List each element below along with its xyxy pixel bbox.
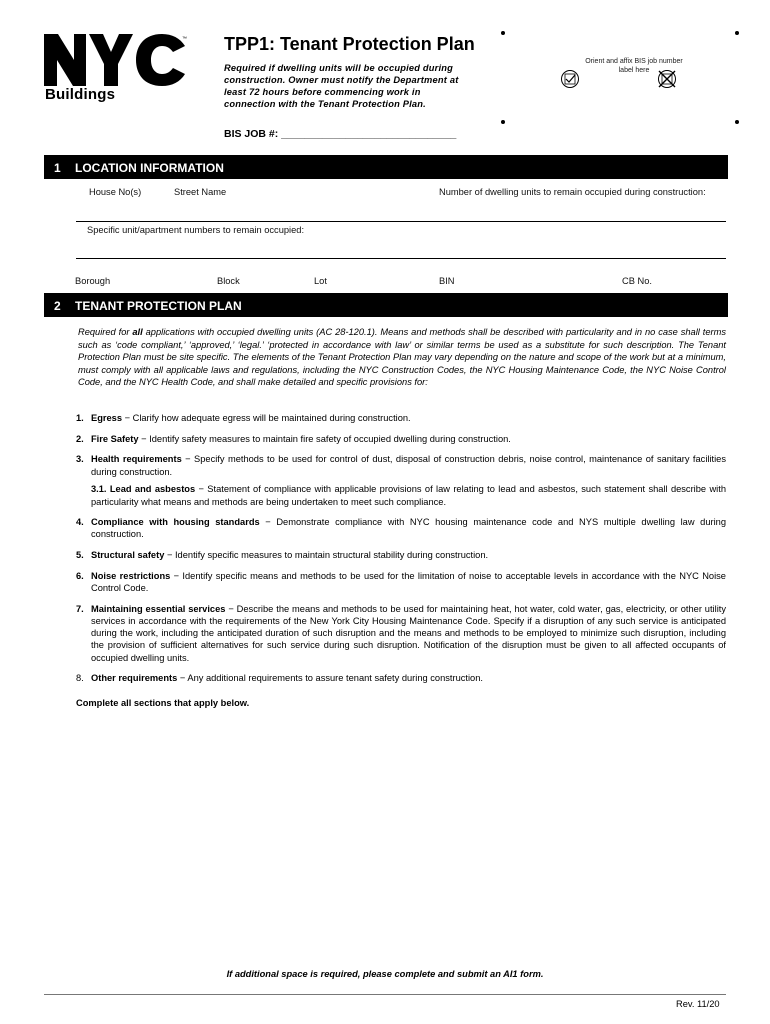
cb-label: CB No.: [622, 276, 652, 286]
list-item: 3. Health requirements − Specify methods to be used for control of dust, disposal of construction debris, noise control, maintenance of sanitary facilities during construction.: [76, 454, 726, 477]
check-icon: [560, 69, 580, 89]
list-item: 2. Fire Safety − Identify safety measures to maintain fire safety of occupied dwelling during construction.: [76, 433, 511, 444]
list-item: 4. Compliance with housing standards − Demonstrate compliance with NYC housing maintenance code and NYS multiple dwelling law during construction.: [76, 517, 726, 540]
list-item: 8. Other requirements − Any additional requirements to assure tenant safety during construction.: [76, 673, 483, 684]
street-name-label: Street Name: [174, 187, 227, 197]
complete-instruction: Complete all sections that apply below.: [76, 698, 250, 708]
block-label: Block: [217, 276, 240, 286]
logo-subtitle: Buildings: [45, 86, 116, 103]
section-number: 2: [54, 299, 61, 313]
page-title: TPP1: Tenant Protection Plan: [224, 34, 475, 54]
address-input-line[interactable]: [76, 221, 726, 222]
list-item: 7. Maintaining essential services − Describe the means and methods to be used for maintaining heat, hot water, cold water, gas, electricity, or other utility services in accordance with the requirements of the New York City Housing Maintenance Code. Specify if a disruption of any such service is anticipated during the work, including the anticipated duration of such disruption and the means and methods to be employed to minimize such disruption, including the provision of sufficient alternatives for such service during such disruption. Notification of the disruption must be given to all affected occupants of occupied dwelling units.: [76, 603, 726, 663]
list-item: 1. Egress − Clarify how adequate egress will be maintained during construction.: [76, 413, 411, 423]
section-2-header: [44, 293, 728, 317]
corner-mark: [735, 31, 739, 35]
corner-mark: [735, 120, 739, 124]
section-1-header: [44, 155, 728, 179]
section-title: LOCATION INFORMATION: [75, 161, 224, 175]
label-placement-note: Orient and affix BIS job number label here: [585, 58, 683, 74]
dwelling-units-label: Number of dwelling units to remain occupied during construction:: [439, 187, 706, 197]
svg-text:™: ™: [182, 36, 187, 42]
requirements-list: [76, 412, 726, 693]
borough-label: Borough: [75, 276, 111, 286]
section-intro: Required for all applications with occupied dwelling units (AC 28-120.1). Means and methods shall be described with particularity and in no case shall terms such as ‘code compliant,’ ‘approved,’ ‘legal.’ ‘protected in accordance with law’ or similar terms be used as a substitute for such description. The Tenant Protection Plan must be site specific. The elements of the Tenant Protection Plan may vary depending on the nature and scope of the work but at a minimum, must comply with all applicable laws and regulations, including the NYC Construction Codes, the NYC Housing Maintenance Code, the NYC Noise Control Code, and the NYC Health Code, and shall make detailed and specific provisions for:: [78, 327, 726, 388]
revision-label: Rev. 11/20: [676, 999, 720, 1009]
page-subtitle: Required if dwelling units will be occupied during construction. Owner must notify the Department at least 72 hours before commencing work in connection with the Tenant Protection Plan.: [224, 63, 459, 109]
corner-mark: [501, 31, 505, 35]
nyc-logo: [44, 34, 186, 86]
bis-job-field[interactable]: BIS JOB #: ______________________________: [224, 128, 457, 140]
list-item: 6. Noise restrictions − Identify specific means and methods to be used for the limitation of noise to acceptable levels in accordance with the NYC Noise Control Code.: [76, 570, 726, 594]
units-input-line[interactable]: [76, 258, 726, 259]
house-no-label: House No(s): [89, 187, 142, 197]
corner-mark: [501, 120, 505, 124]
lot-label: Lot: [314, 276, 327, 286]
bin-label: BIN: [439, 276, 455, 286]
cross-icon: [657, 69, 677, 89]
footer-divider: [44, 994, 726, 995]
section-number: 1: [54, 161, 61, 175]
specific-units-label: Specific unit/apartment numbers to remain occupied:: [87, 225, 305, 235]
sub-list-item: 3.1. Lead and asbestos − Statement of compliance with applicable provisions of law relating to lead and asbestos, such statement shall describe with particularity what means and methods are being undertaken to meet such compliance.: [91, 484, 726, 507]
section-title: TENANT PROTECTION PLAN: [75, 299, 242, 313]
footer-note: If additional space is required, please complete and submit an AI1 form.: [226, 969, 544, 979]
list-item: 5. Structural safety − Identify specific measures to maintain structural stability during construction.: [76, 550, 489, 561]
